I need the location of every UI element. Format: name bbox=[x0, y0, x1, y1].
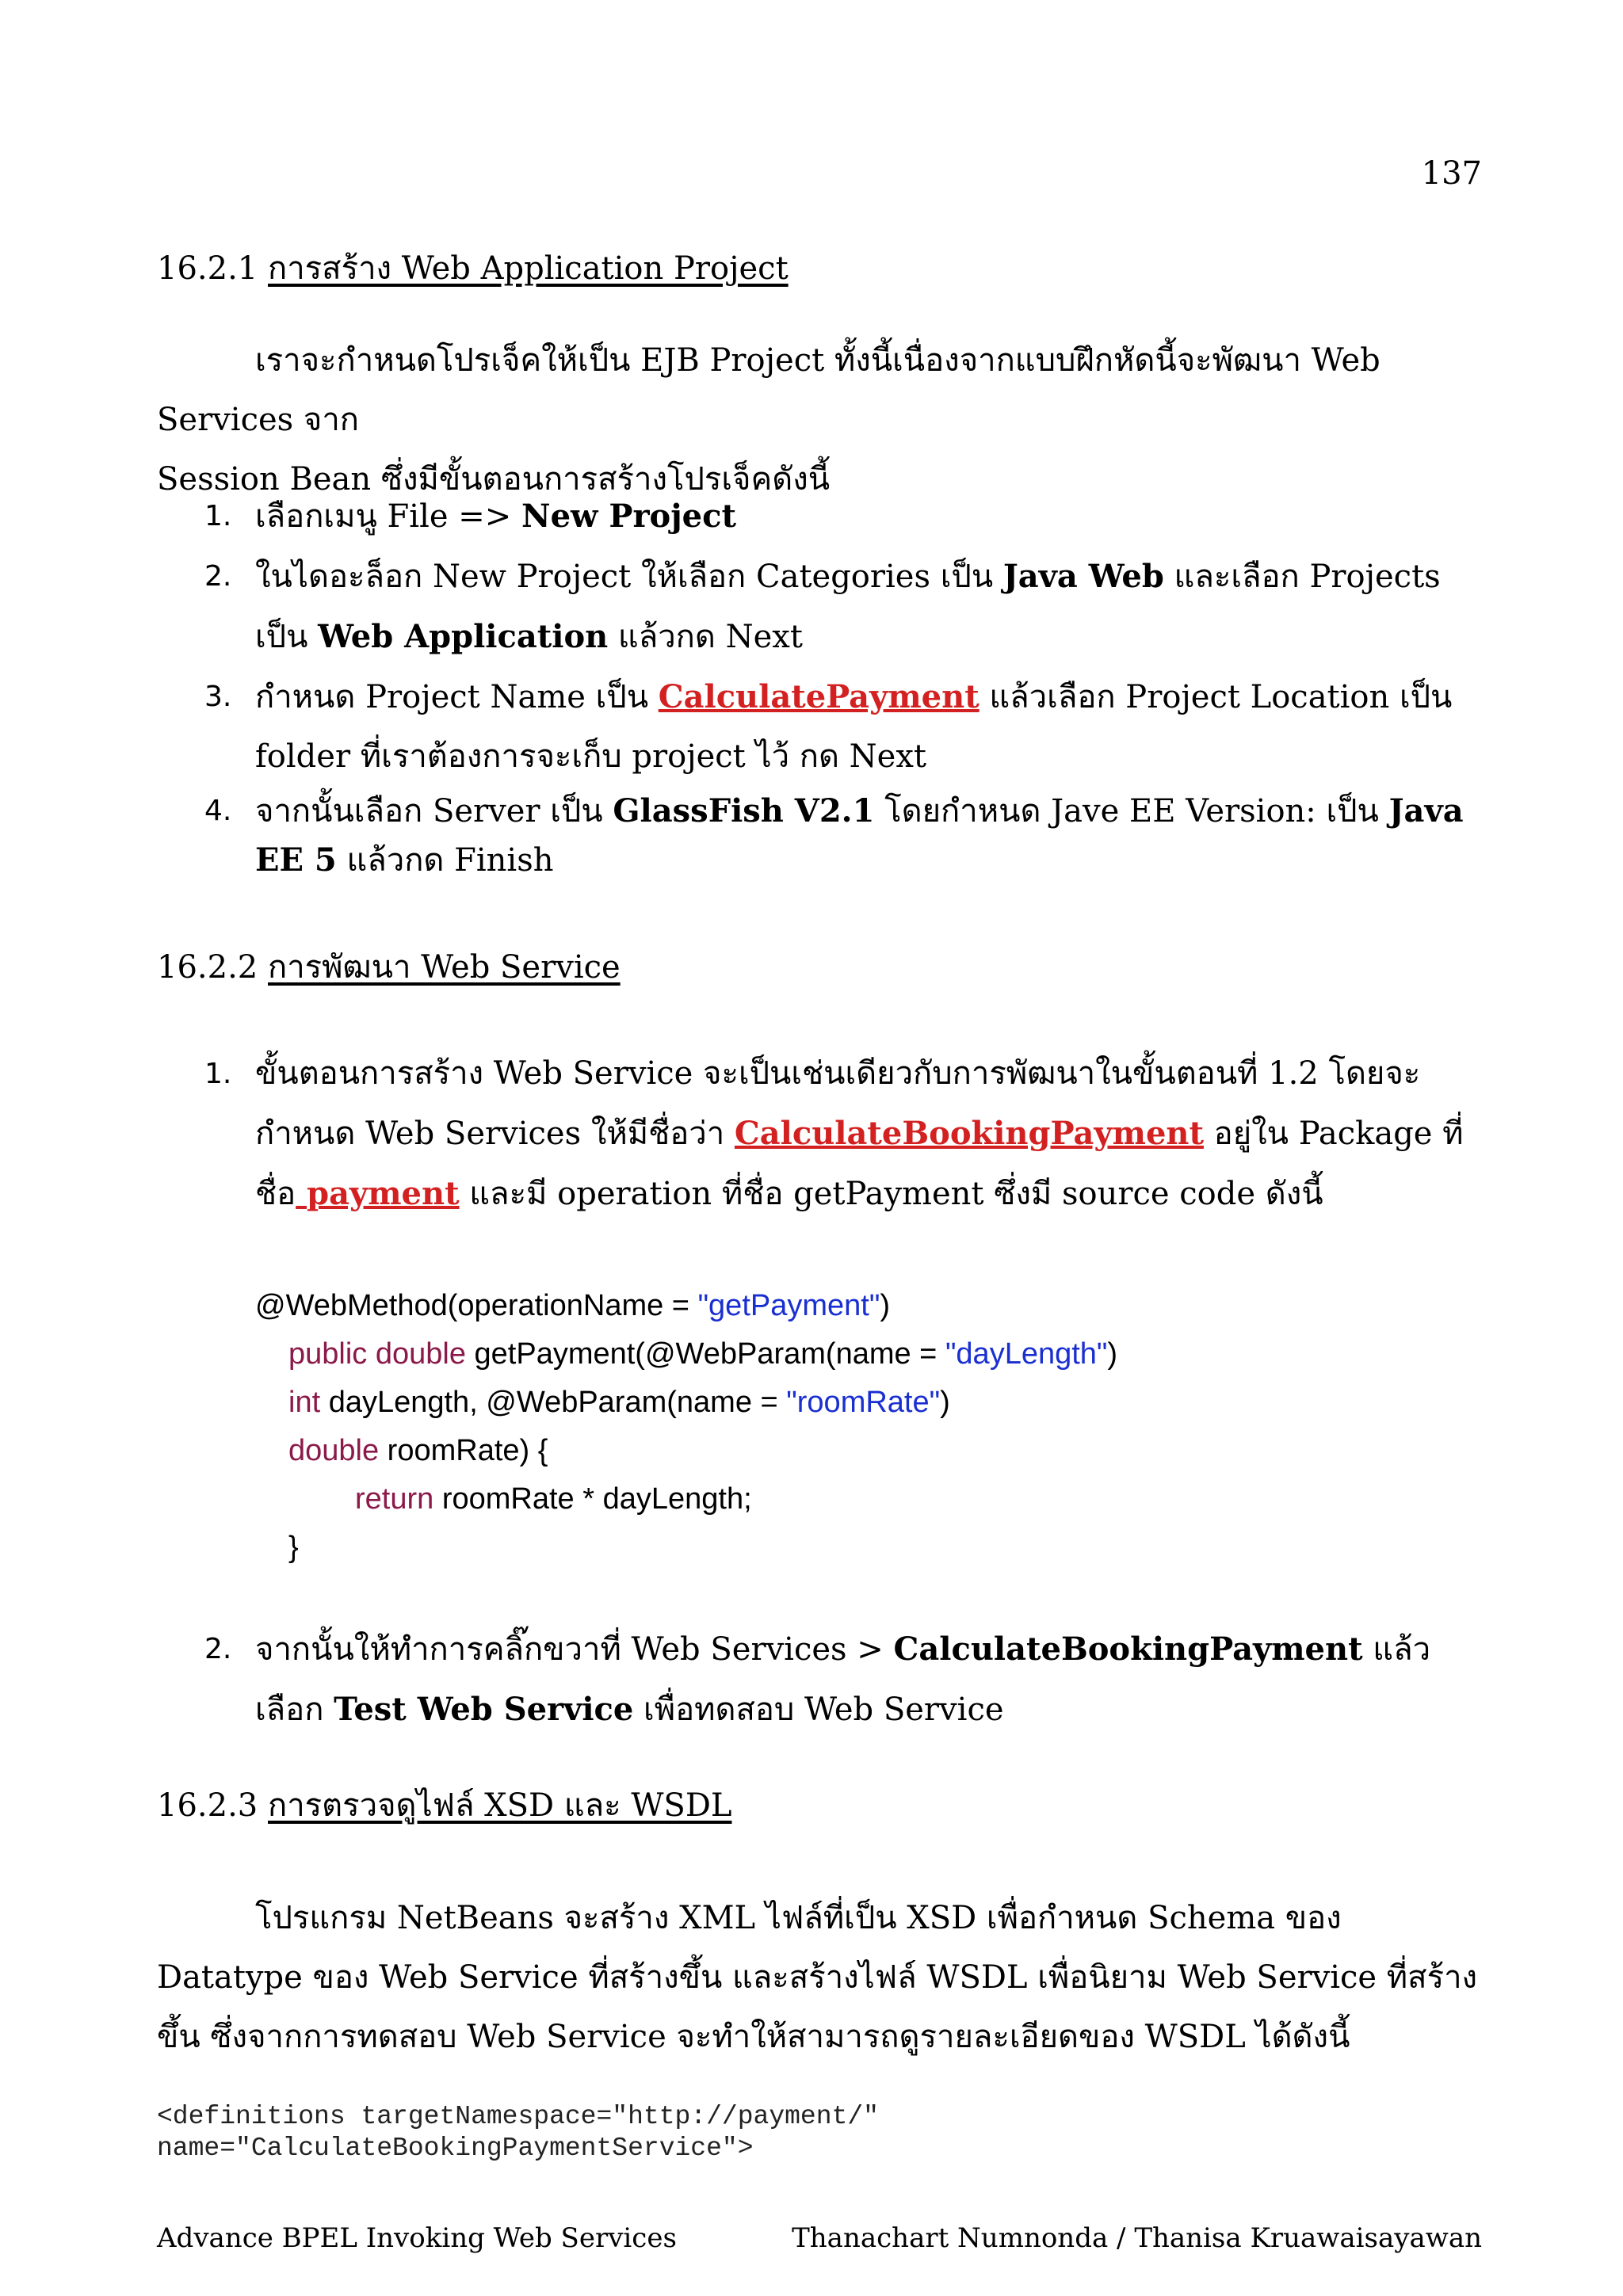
code-line bbox=[255, 1282, 1117, 1330]
code-string: "dayLength" bbox=[945, 1337, 1108, 1371]
step-bold-text: GlassFish V2.1 bbox=[613, 792, 875, 830]
code-string: "getPayment" bbox=[697, 1289, 880, 1322]
section-title: การพัฒนา Web Service bbox=[268, 949, 621, 986]
step-bold-text: New Project bbox=[521, 498, 736, 535]
list-marker: 2. bbox=[204, 1633, 232, 1665]
intro-paragraph bbox=[157, 331, 1472, 509]
step-text: ขั้นตอนการสร้าง Web Service จะเป็นเช่นเดียวกับการพัฒนาในขั้นตอนที่ 1.2 โดยจะกำหนด Web Services ให้มีชื่อว่า bbox=[255, 1055, 1421, 1152]
step-text: ในไดอะล็อก New Project ให้เลือก Categories เป็น bbox=[255, 559, 1003, 595]
step-text: จากนั้นเลือก Server เป็น bbox=[255, 793, 613, 830]
step-text: กำหนด Project Name เป็น bbox=[255, 679, 659, 715]
intro-line-2: Session Bean ซึ่งมีขั้นตอนการสร้างโปรเจ็คดังนี้ bbox=[157, 461, 831, 498]
code-text: getPayment(@WebParam(name = bbox=[465, 1337, 945, 1371]
code-string: "roomRate" bbox=[786, 1386, 941, 1419]
web-service-steps-list bbox=[157, 1044, 1488, 1224]
code-text: roomRate * dayLength; bbox=[433, 1482, 752, 1516]
code-text: roomRate) { bbox=[379, 1434, 548, 1467]
package-name-highlight: payment bbox=[296, 1175, 460, 1212]
step-text: แล้วเลือก Project Location เป็น folder ที่เราต้องการจะเก็บ project ไว้ กด Next bbox=[255, 679, 1453, 775]
section-number: 16.2.1 bbox=[157, 250, 258, 287]
step-bold-text: Test Web Service bbox=[334, 1691, 634, 1728]
java-code-block bbox=[255, 1282, 1117, 1572]
step-text: โดยกำหนด Jave EE Version: เป็น bbox=[874, 793, 1389, 830]
code-keyword: public double bbox=[288, 1337, 466, 1371]
step-bold-text: CalculateBookingPayment bbox=[893, 1630, 1363, 1668]
code-line: } bbox=[288, 1531, 299, 1564]
list-marker: 1. bbox=[204, 1058, 232, 1090]
section-title: การสร้าง Web Application Project bbox=[268, 250, 789, 287]
web-service-steps-list-2 bbox=[157, 1619, 1488, 1740]
code-line bbox=[255, 1427, 1117, 1475]
code-text: ) bbox=[880, 1289, 890, 1322]
wsdl-paragraph-text: โปรแกรม NetBeans จะสร้าง XML ไฟล์ที่เป็น XSD เพื่อกำหนด Schema ของ Datatype ของ Web Service ที่สร้างขึ้น และสร้างไฟล์ WSDL เพื่อนิยาม Web Service ที่สร้างขึ้น ซึ่งจากการทดสอบ Web Service จะทำให้สามารถดูรายละเอียดของ WSDL ได้ดังนี้ bbox=[157, 1900, 1478, 2055]
step-text: อยู่ใน Package ที่ชื่อ bbox=[255, 1116, 1464, 1212]
list-item bbox=[157, 1044, 1488, 1224]
wsdl-paragraph bbox=[157, 1889, 1488, 2067]
xml-line: name="CalculateBookingPaymentService"> bbox=[157, 2134, 754, 2163]
code-text: ) bbox=[1107, 1337, 1118, 1371]
list-marker: 2. bbox=[204, 560, 232, 593]
list-item bbox=[157, 667, 1488, 787]
section-number: 16.2.2 bbox=[157, 949, 258, 986]
list-item bbox=[157, 787, 1488, 885]
service-name-highlight: CalculateBookingPayment bbox=[734, 1115, 1204, 1152]
wsdl-code-snippet bbox=[157, 2101, 879, 2164]
step-text: และมี operation ที่ชื่อ getPayment ซึ่งมี source code ดังนี้ bbox=[459, 1176, 1323, 1212]
project-name-highlight: CalculatePayment bbox=[658, 678, 980, 715]
step-text: แล้วกด Next bbox=[608, 619, 803, 655]
page-number: 137 bbox=[1421, 155, 1482, 192]
step-bold-text: Web Application bbox=[318, 618, 609, 655]
code-keyword: int bbox=[288, 1386, 321, 1419]
code-text: ) bbox=[940, 1386, 950, 1419]
code-text: dayLength, @WebParam(name = bbox=[320, 1386, 787, 1419]
code-line bbox=[255, 1330, 1117, 1379]
section-title: การตรวจดูไฟล์ XSD และ WSDL bbox=[268, 1787, 732, 1824]
code-line bbox=[255, 1379, 1117, 1427]
step-text: เพื่อทดสอบ Web Service bbox=[633, 1691, 1004, 1728]
list-item bbox=[157, 486, 1488, 547]
project-steps-list bbox=[157, 486, 1488, 885]
footer-title: Advance BPEL Invoking Web Services bbox=[157, 2222, 677, 2254]
section-number: 16.2.3 bbox=[157, 1787, 258, 1824]
code-keyword: return bbox=[355, 1482, 434, 1516]
code-keyword: double bbox=[288, 1434, 380, 1467]
section-heading-16-2-2 bbox=[157, 941, 621, 992]
list-marker: 3. bbox=[204, 681, 232, 713]
footer-authors: Thanachart Numnonda / Thanisa Kruawaisayawan bbox=[792, 2222, 1482, 2254]
step-text: แล้วกด Finish bbox=[336, 842, 554, 879]
list-marker: 4. bbox=[204, 795, 232, 827]
step-bold-text: Java EE 5 bbox=[255, 792, 1464, 879]
code-line bbox=[255, 1475, 1117, 1524]
code-text: @WebMethod(operationName = bbox=[255, 1289, 698, 1322]
step-text: แล้วเลือก bbox=[255, 1631, 1431, 1728]
list-item bbox=[157, 547, 1488, 667]
list-marker: 1. bbox=[204, 500, 232, 532]
section-heading-16-2-1 bbox=[157, 242, 789, 293]
step-text: และเลือก Projects เป็น bbox=[255, 559, 1441, 655]
step-text: จากนั้นให้ทำการคลิ๊กขวาที่ Web Services > bbox=[255, 1631, 894, 1668]
step-bold-text: Java Web bbox=[1002, 558, 1164, 595]
step-text: เลือกเมนู File => bbox=[255, 498, 521, 535]
xml-line: <definitions targetNamespace="http://payment/" bbox=[157, 2102, 879, 2131]
intro-line-1: เราจะกำหนดโปรเจ็คให้เป็น EJB Project ทั้งนี้เนื่องจากแบบฝึกหัดนี้จะพัฒนา Web Services จาก bbox=[157, 342, 1381, 438]
list-item bbox=[157, 1619, 1488, 1740]
section-heading-16-2-3 bbox=[157, 1779, 731, 1830]
